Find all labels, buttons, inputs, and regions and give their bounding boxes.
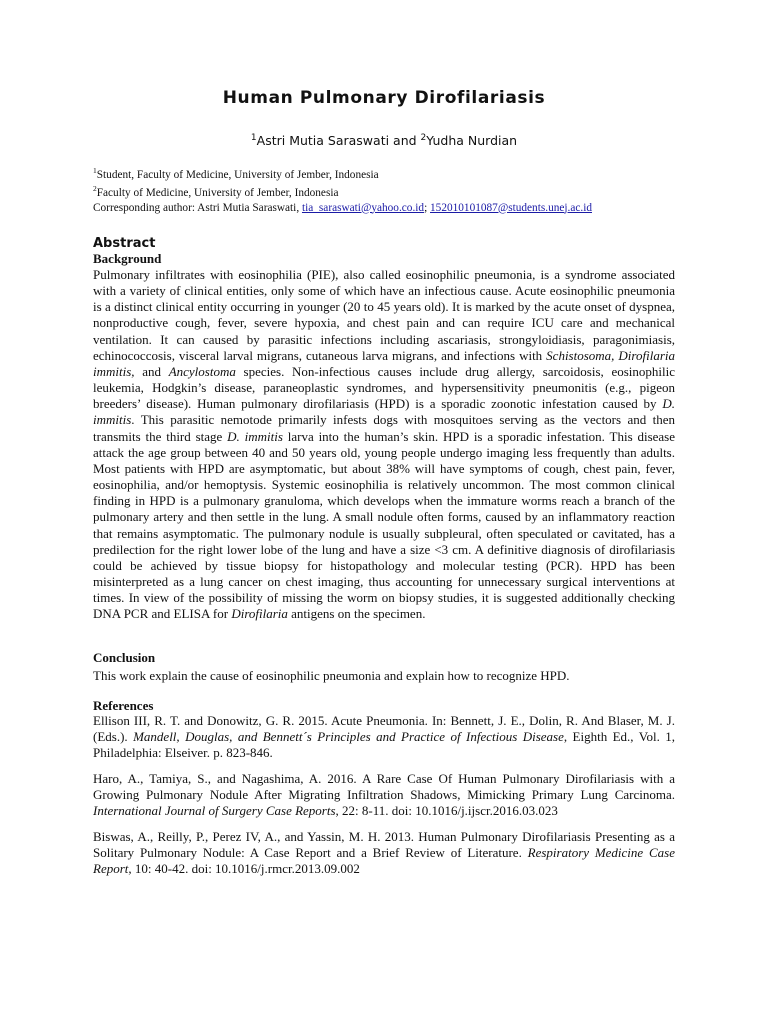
background-text-2: and <box>134 363 169 379</box>
background-italic-1: Schistosoma, Dirofilaria immitis, <box>93 347 675 379</box>
reference-3-source: Respiratory Medicine Case Report <box>93 845 675 877</box>
background-paragraph <box>93 267 675 622</box>
background-italic-3: D. immitis <box>93 396 675 428</box>
background-text-6: antigens on the specimen. <box>287 606 426 622</box>
reference-1-details: , Eighth Ed., Vol. 1, Philadelphia: Elseiver. p. 823-846. <box>93 729 675 761</box>
reference-3-text: Biswas, A., Reilly, P., Perez IV, A., and Yassin, M. H. 2013. Human Pulmonary Dirofilariasis Presenting as a Solitary Pulmonary Nodule: A Case Report and a Brief Review of Literature. <box>93 829 675 861</box>
email-separator: ; <box>424 201 431 214</box>
affiliation-2-superscript: 2 <box>93 184 97 194</box>
reference-2-source: International Journal of Surgery Case Reports <box>93 803 336 819</box>
author-line <box>93 133 675 148</box>
corresponding-author-label: Corresponding author: Astri Mutia Saraswati, <box>93 201 302 214</box>
abstract-heading: Abstract <box>93 236 156 251</box>
conclusion-heading: Conclusion <box>93 650 156 665</box>
background-text-4: . This parasitic nemotode primarily infests dogs with mosquitoes serving as the vectors and then transmits the third stage <box>93 412 675 444</box>
affiliation-1-superscript: 1 <box>93 166 97 175</box>
background-text-1: Pulmonary infiltrates with eosinophilia (PIE), also called eosinophilic pneumonia, is a syndrome associated with a variety of clinical entities, only some of which have an infectious cause. Acute eosinophilic pneumonia is a distinct clinical entity occurring in younger (20 to 45 years old). It is marked by the acute onset of dyspnea, nonproductive cough, fever, severe hypoxia, and chest pain and can require ICU care and mechanical ventilation. It can caused by parasitic infections including ascariasis, strongyloidiasis, paragonimiasis, echinococcosis, visceral larval migrans, cutaneous larva migrans, and infections with <box>93 267 675 363</box>
reference-3-details: , 10: 40-42. doi: 10.1016/j.rmcr.2013.09.002 <box>128 861 360 877</box>
reference-item <box>93 771 675 820</box>
conclusion-paragraph: This work explain the cause of eosinophilic pneumonia and explain how to recognize HPD. <box>93 668 570 683</box>
background-italic-4: D. immitis <box>227 428 283 444</box>
email-link-1[interactable]: tia_saraswati@yahoo.co.id <box>301 201 425 214</box>
paper-title: Human Pulmonary Dirofilariasis <box>222 88 546 108</box>
background-text-3: species. Non-infectious causes include drug allergy, sarcoidosis, eosinophilic leukemia, Hodgkin’s disease, paraneoplastic syndromes, and hypersensitivity pneumonitis (e.g., pigeon breeders’ disease). Human pulmonary dirofilariasis (HPD) is a sporadic zoonotic infestation caused by <box>93 363 675 412</box>
affiliation-1 <box>93 164 675 182</box>
author1-superscript: 1 <box>250 133 257 143</box>
reference-item <box>93 829 675 878</box>
affiliation-1-text: Student, Faculty of Medicine, University of Jember, Indonesia <box>96 168 379 181</box>
reference-1-text: Ellison III, R. T. and Donowitz, G. R. 2015. Acute Pneumonia. In: Bennett, J. E., Dolin, R. And Blaser, M. J. (Eds.). <box>93 713 675 745</box>
affiliation-2-text: Faculty of Medicine, University of Jember, Indonesia <box>96 187 339 200</box>
reference-item <box>93 713 675 762</box>
affiliations <box>93 164 675 215</box>
references-heading: References <box>93 698 154 713</box>
affiliation-2 <box>93 182 675 200</box>
reference-2-details: , 22: 8-11. doi: 10.1016/j.ijscr.2016.03.023 <box>335 803 558 819</box>
reference-2-text: Haro, A., Tamiya, S., and Nagashima, A. 2016. A Rare Case Of Human Pulmonary Dirofilariasis with a Growing Pulmonary Nodule After Migrating Infiltration Shadows, Mimicking Primary Lung Carcinoma. <box>93 771 675 803</box>
corresponding-author <box>93 201 675 216</box>
email-link-2[interactable]: 152010101087@students.unej.ac.id <box>430 201 592 214</box>
background-italic-5: Dirofilaria <box>231 606 288 622</box>
reference-1-source: Mandell, Douglas, and Bennett´s Principles and Practice of Infectious Disease <box>133 729 564 745</box>
background-heading: Background <box>93 251 162 266</box>
author2-superscript: 2 <box>420 133 427 143</box>
author2-name: Yudha Nurdian <box>426 133 518 149</box>
author1-name: Astri Mutia Saraswati <box>256 133 390 149</box>
background-text-5: larva into the human’s skin. HPD is a sporadic infestation. This disease attack the age group between 40 and 50 years old, young people undergo imaging less frequently than adults. Most patients with HPD are asymptomatic, but about 38% will have symptoms of cough, chest pain, fever, eosinophilia, and/or hemoptysis. Systemic eosinophilia is relatively uncommon. The most common clinical finding in HPD is a pulmonary granuloma, which develops when the immature worms reach a branch of the pulmonary artery and then settle in the lung. A small nodule often forms, caused by an inflammatory reaction that remains asymptomatic. The pulmonary nodule is usually subpleural, often speculated or cavitated, has a predilection for the right lower lobe of the lung and have a size <3 cm. A definitive diagnosis of dirofilariasis could be achieved by tissue biopsy for histopathology and molecular testing (PCR). HPD has been misinterpreted as a lung cancer on chest imaging, thus accounting for unnecessary surgical interventions at times. In view of the possibility of missing the worm on biopsy studies, it is suggested additionally checking DNA PCR and ELISA for <box>93 428 676 622</box>
background-italic-2: Ancylostoma <box>168 363 236 379</box>
author-conjunction: and <box>389 133 421 149</box>
